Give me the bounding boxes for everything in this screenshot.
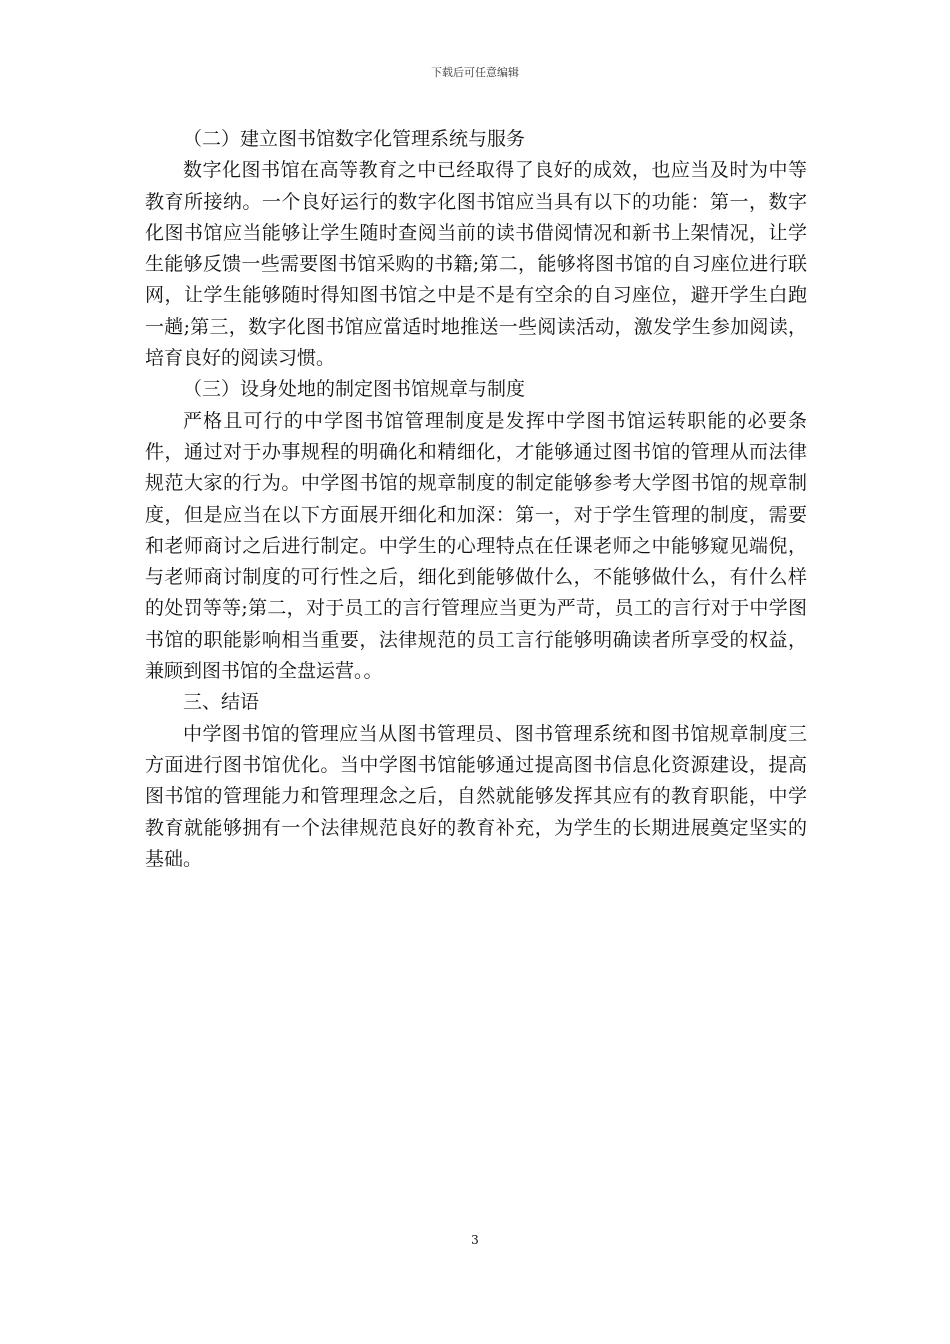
section-heading-3: （三）设身处地的制定图书馆规章与制度 [183, 378, 526, 401]
paragraph-rules: 严格且可行的中学图书馆管理制度是发挥中学图书馆运转职能的必要条件，通过对于办事规程的明确化和精细化，才能够通过图书馆的管理从而法律规范大家的行为。中学图书馆的规章制度的制定能够参考大学图书馆的规章制度，但是应当在以下方面展开细化和加深：第一，对于学生管理的制度，需要和老师商讨之后进行制定。中学生的心理特点在任课老师之中能够窥见端倪，与老师商讨制度的可行性之后，细化到能够做什么，不能够做什么，有什么样的处罚等等;第二，对于员工的言行管理应当更为严苛，员工的言行对于中学图书馆的职能影响相当重要，法律规范的员工言行能够明确读者所享受的权益，兼顾到图书馆的全盘运营。。 [145, 409, 807, 683]
page-number: 3 [471, 1233, 479, 1247]
section-heading-2: （二）建立图书馆数字化管理系统与服务 [183, 128, 526, 150]
paragraph-digital-library: 数字化图书馆在高等教育之中已经取得了良好的成效，也应当及时为中等教育所接纳。一个良好运行的数字化图书馆应当具有以下的功能：第一，数字化图书馆应当能够让学生随时查阅当前的读书借阅情况和新书上架情况，让学生能够反馈一些需要图书馆采购的书籍;第二，能够将图书馆的自习座位进行联网，让学生能够随时得知图书馆之中是不是有空余的自习座位，避开学生白跑一趟;第三，数字化图书馆应當适时地推送一些阅读活动，激发学生参加阅读，培育良好的阅读习惯。 [145, 159, 807, 370]
document-body [145, 124, 807, 875]
conclusion-heading: 三、结语 [183, 691, 260, 714]
paragraph-conclusion: 中学图书馆的管理应当从图书管理员、图书管理系统和图书馆规章制度三方面进行图书馆优化。当中学图书馆能够通过提高图书信息化资源建设，提高图书馆的管理能力和管理理念之后，自然就能够发挥其应有的教育职能，中学教育就能够拥有一个法律规范良好的教育补充，为学生的长期进展奠定坚实的基础。 [145, 722, 807, 870]
page-header: 下载后可任意编辑 [431, 66, 519, 79]
